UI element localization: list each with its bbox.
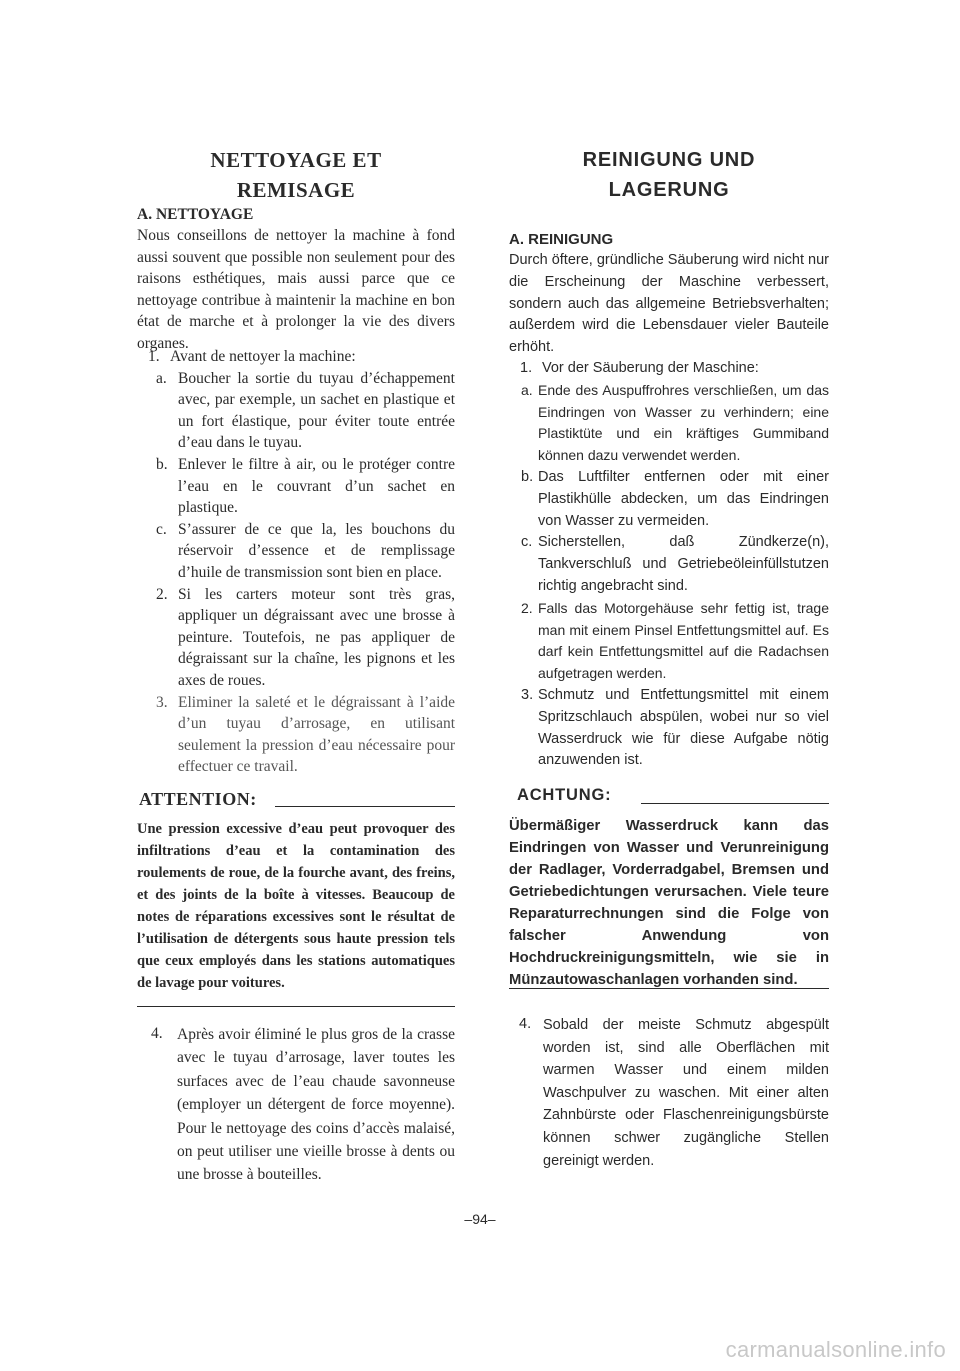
fr-substep-letter: c.	[156, 520, 167, 538]
de-substep-b	[509, 467, 829, 532]
de-substep-text: Ende des Auspuffrohres verschließen, um das Eindringen von Wasser zu verhindern; eine Plastiktüte und ein kräftiges Gummiband können dazu verwendet werden.	[538, 381, 829, 464]
de-step-number: 3.	[521, 686, 534, 703]
de-step-1	[509, 358, 829, 380]
fr-steps-list-continued	[137, 1023, 455, 1187]
de-substep-text: Das Luftfilter entfernen oder mit einer Plastikhülle abdecken, um das Eindringen von Wasser zu vermeiden.	[538, 468, 829, 529]
de-step-text: Sobald der meiste Schmutz abgespült worden ist, sind alle Oberflächen mit warmen Wasser und einem milden Waschpulver zu waschen. Mit einer alten Zahnbürste oder Flaschenreinigungsbürste können schwer zugängliche Stellen gereinigt werden.	[543, 1017, 829, 1169]
fr-step-text: Eliminer la saleté et le dégraissant à l’aide d’un tuyau d’arrosage, en utilisant seulement la pression d’eau nécessaire pour effectuer ce travail.	[178, 693, 455, 776]
fr-step-4	[137, 1023, 455, 1187]
de-steps-list	[509, 358, 829, 772]
de-attention-rule	[641, 803, 829, 804]
de-substep-a	[509, 380, 829, 467]
de-step-text: Vor der Säuberung der Maschine:	[542, 360, 759, 376]
de-section-heading: A. REINIGUNG	[509, 231, 614, 248]
fr-step-number: 1.	[148, 348, 160, 365]
de-step-3	[509, 685, 829, 772]
de-substep-letter: c.	[521, 534, 533, 551]
fr-substep-b	[137, 454, 455, 519]
fr-step-text: Après avoir éliminé le plus gros de la crasse avec le tuyau d’arrosage, laver toutes les surfaces avec de l’eau chaude savonneuse (employer un détergent de force moyenne). Pour le nettoyage des coins d’accès malaisé, on peut utiliser une vieille brosse à dents ou une brosse à bouteilles.	[177, 1026, 455, 1184]
fr-attention-heading	[137, 789, 455, 819]
fr-section-heading: A. NETTOYAGE	[137, 206, 254, 223]
fr-intro-paragraph: Nous conseillons de nettoyer la machine à fond aussi souvent que possible non seulement pour des raisons esthétiques, mais aussi parce que ce nettoyage contribue à maintenir la machine en bon état de marche et à prolonger la vie des divers organes.	[137, 227, 455, 352]
fr-step-number: 2.	[156, 585, 168, 603]
fr-substep-c	[137, 519, 455, 584]
de-title-line2: LAGERUNG	[608, 179, 730, 201]
fr-substep-letter: b.	[156, 455, 168, 473]
de-step-number: 2.	[521, 599, 533, 616]
de-title-line1: REINIGUNG UND	[582, 149, 756, 171]
de-attention-end-rule	[509, 988, 829, 989]
fr-attention-text: Une pression excessive d’eau peut provoquer des infiltrations d’eau et la contamination des roulements de roue, de la fourche avant, des freins, et des joints de la boîte à vitesses. Beaucoup de notes de réparations excessives sont le résultat de l’utilisation de détergents sous haute pression tels que ceux employés dans les stations automatiques de lavage pour voitures.	[137, 821, 455, 991]
fr-substep-text: S’assurer de ce que la, les bouchons du réservoir d’essence et de remplissage d’huile de transmission sont bien en place.	[178, 520, 455, 581]
fr-step-1	[137, 346, 455, 368]
de-steps-list-continued	[509, 1014, 829, 1172]
fr-substep-letter: a.	[156, 369, 167, 387]
fr-attention-label: ATTENTION:	[139, 789, 257, 809]
de-title	[509, 145, 829, 205]
fr-attention-end-rule	[137, 1006, 455, 1007]
fr-title	[137, 145, 455, 205]
de-substep-letter: a.	[521, 381, 533, 398]
de-substep-text: Sicherstellen, daß Zündkerze(n), Tankverschluß und Getriebeöleinfüllstutzen richtig angebracht sind.	[538, 534, 829, 594]
page-number: –94–	[464, 1211, 496, 1227]
fr-substep-text: Enlever le filtre à air, ou le protéger contre l’eau en le couvrant d’un sachet en plastique.	[178, 455, 455, 517]
de-attention-label: ACHTUNG:	[517, 786, 612, 804]
de-attention-heading	[509, 783, 829, 813]
fr-title-line2: REMISAGE	[236, 178, 356, 202]
fr-step-text: Avant de nettoyer la machine:	[170, 348, 356, 365]
fr-step-3	[137, 692, 455, 778]
de-step-4	[509, 1014, 829, 1172]
de-attention-text: Übermäßiger Wasserdruck kann das Eindringen von Wasser und Verunreinigung der Radlager, Vorderradgabel, Bremsen und Getriebedichtungen verursachen. Viele teure Reparaturrechnungen sind die Folge von falscher Anwendung von Hochdruckreinigungsmitteln, wie sie in Münzautowaschanlagen vorhanden sind.	[509, 818, 829, 988]
de-step-number: 1.	[520, 360, 533, 376]
de-step-2	[509, 598, 829, 685]
de-substep-letter: b.	[521, 468, 534, 485]
fr-step-2	[137, 584, 455, 692]
watermark: carmanualsonline.info	[725, 1337, 946, 1362]
fr-substep-text: Boucher la sortie du tuyau d’échappement avec, par exemple, un sachet en plastique et un fort élastique, pour éviter toute entrée d’eau dans le tuyau.	[178, 369, 455, 452]
de-step-number: 4.	[519, 1016, 532, 1032]
fr-step-number: 4.	[151, 1025, 163, 1042]
fr-steps-list	[137, 346, 455, 778]
fr-substep-a	[137, 368, 455, 454]
de-step-text: Falls das Motorgehäuse sehr fettig ist, trage man mit einem Pinsel Entfettungsmittel auf. Es darf kein Entfettungsmittel auf die Radachsen aufgetragen werden.	[538, 599, 829, 682]
fr-step-text: Si les carters moteur sont très gras, appliquer un dégraissant avec une brosse à peinture. Toutefois, ne pas appliquer de dégraissant sur la chaîne, les pignons et les axes de roues.	[178, 585, 455, 689]
fr-attention-rule	[275, 806, 455, 807]
de-intro-paragraph: Durch öftere, gründliche Säuberung wird nicht nur die Erscheinung der Maschine verbessert, sondern auch das allgemeine Betriebsverhalten; außerdem wird die Lebensdauer vieler Bauteile erhöht.	[509, 252, 829, 356]
de-substep-c	[509, 532, 829, 597]
fr-title-line1: NETTOYAGE ET	[210, 148, 382, 172]
fr-step-number: 3.	[156, 693, 168, 711]
de-step-text: Schmutz und Entfettungsmittel mit einem Spritzschlauch abspülen, wobei nur so viel Wasserdruck wie für diese Aufgabe nötig anzuwenden ist.	[538, 686, 829, 769]
